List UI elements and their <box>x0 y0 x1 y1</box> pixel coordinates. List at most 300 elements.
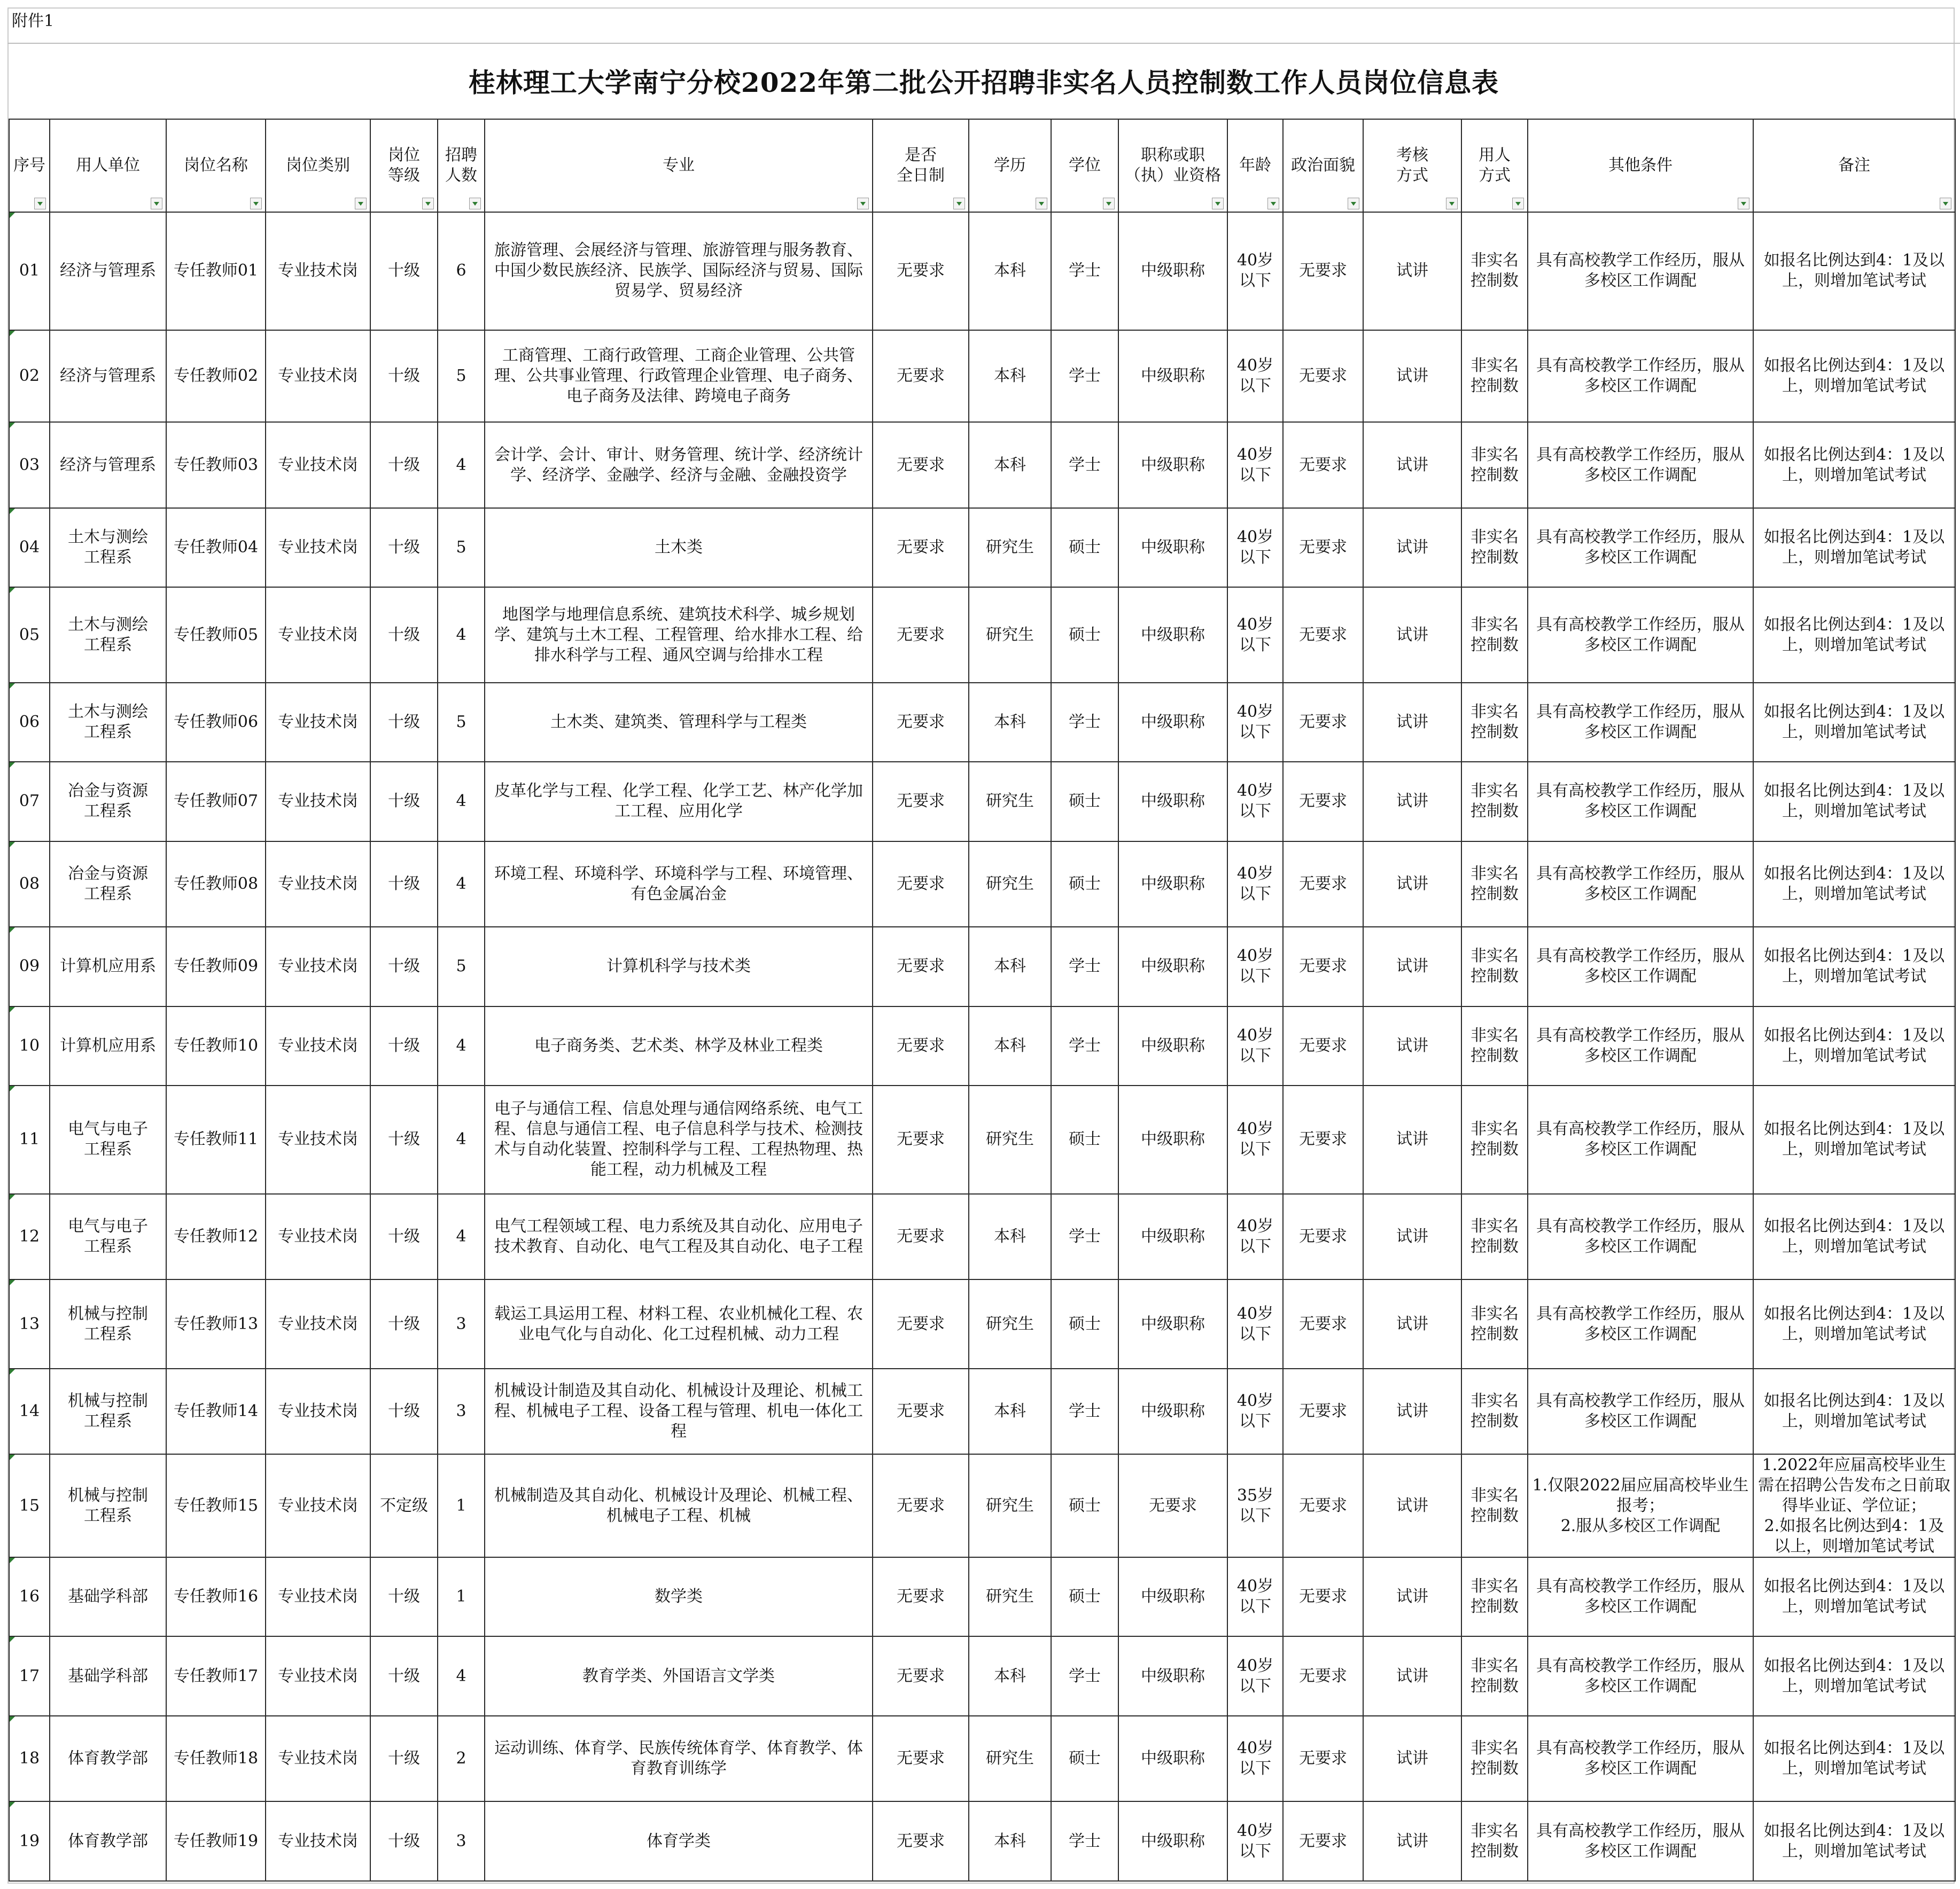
cell-title[interactable]: 中级职称 <box>1118 1636 1227 1715</box>
cell-other[interactable]: 具有高校教学工作经历，服从多校区工作调配 <box>1528 212 1753 330</box>
cell-hire[interactable] <box>1461 330 1528 423</box>
cell-other[interactable]: 具有高校教学工作经历，服从多校区工作调配 <box>1528 1557 1753 1636</box>
cell-title[interactable]: 无要求 <box>1118 1454 1227 1557</box>
cell-age[interactable] <box>1227 1557 1283 1636</box>
cell-type[interactable]: 专业技术岗 <box>266 683 370 762</box>
cell-hire[interactable] <box>1461 1636 1528 1715</box>
cell-fulltime[interactable]: 无要求 <box>873 1279 969 1369</box>
cell-edu[interactable]: 研究生 <box>969 1557 1051 1636</box>
cell-political[interactable]: 无要求 <box>1283 1006 1363 1086</box>
cell-grade[interactable]: 十级 <box>370 1086 438 1194</box>
cell-major[interactable]: 旅游管理、会展经济与管理、旅游管理与服务教育、中国少数民族经济、民族学、国际经济与贸易、国际贸易学、贸易经济 <box>485 212 873 330</box>
cell-political[interactable]: 无要求 <box>1283 330 1363 423</box>
cell-type[interactable]: 专业技术岗 <box>266 841 370 927</box>
cell-num[interactable]: 4 <box>438 1194 485 1280</box>
cell-major[interactable]: 载运工具运用工程、材料工程、农业机械化工程、农业电气化与自动化、化工过程机械、动力工程 <box>485 1279 873 1369</box>
cell-title[interactable]: 中级职称 <box>1118 927 1227 1006</box>
cell-degree[interactable]: 学士 <box>1051 212 1118 330</box>
cell-remark[interactable]: 如报名比例达到4：1及以上，则增加笔试考试 <box>1753 1006 1955 1086</box>
filter-dropdown-icon[interactable] <box>1036 198 1047 209</box>
cell-hire[interactable] <box>1461 587 1528 683</box>
cell-post[interactable]: 专任教师10 <box>166 1006 266 1086</box>
cell-exam[interactable]: 试讲 <box>1363 762 1461 841</box>
cell-political[interactable]: 无要求 <box>1283 1194 1363 1280</box>
cell-grade[interactable]: 十级 <box>370 927 438 1006</box>
cell-post[interactable]: 专任教师04 <box>166 508 266 587</box>
cell-unit[interactable] <box>50 762 166 841</box>
cell-edu[interactable]: 本科 <box>969 212 1051 330</box>
cell-age[interactable] <box>1227 1006 1283 1086</box>
cell-age[interactable] <box>1227 1801 1283 1881</box>
cell-political[interactable]: 无要求 <box>1283 841 1363 927</box>
filter-dropdown-icon[interactable] <box>1940 198 1951 209</box>
cell-degree[interactable]: 硕士 <box>1051 1454 1118 1557</box>
cell-unit[interactable]: 经济与管理系 <box>50 212 166 330</box>
cell-remark[interactable]: 如报名比例达到4：1及以上，则增加笔试考试 <box>1753 841 1955 927</box>
cell-seq[interactable]: 14 <box>9 1369 50 1455</box>
filter-dropdown-icon[interactable] <box>355 198 367 209</box>
filter-dropdown-icon[interactable] <box>1103 198 1115 209</box>
cell-grade[interactable]: 十级 <box>370 762 438 841</box>
cell-seq[interactable]: 06 <box>9 683 50 762</box>
cell-other[interactable]: 具有高校教学工作经历，服从多校区工作调配 <box>1528 1194 1753 1280</box>
cell-remark[interactable]: 如报名比例达到4：1及以上，则增加笔试考试 <box>1753 1801 1955 1881</box>
cell-unit[interactable] <box>50 1194 166 1280</box>
cell-degree[interactable]: 硕士 <box>1051 1716 1118 1802</box>
cell-grade[interactable]: 十级 <box>370 1006 438 1086</box>
cell-exam[interactable]: 试讲 <box>1363 1086 1461 1194</box>
cell-other[interactable]: 具有高校教学工作经历，服从多校区工作调配 <box>1528 508 1753 587</box>
cell-fulltime[interactable]: 无要求 <box>873 587 969 683</box>
cell-grade[interactable]: 十级 <box>370 587 438 683</box>
cell-seq[interactable]: 19 <box>9 1801 50 1881</box>
cell-other[interactable]: 具有高校教学工作经历，服从多校区工作调配 <box>1528 330 1753 423</box>
cell-degree[interactable]: 学士 <box>1051 1636 1118 1715</box>
cell-degree[interactable]: 学士 <box>1051 1369 1118 1455</box>
filter-dropdown-icon[interactable] <box>1446 198 1458 209</box>
cell-remark[interactable]: 如报名比例达到4：1及以上，则增加笔试考试 <box>1753 1194 1955 1280</box>
cell-edu[interactable]: 研究生 <box>969 1086 1051 1194</box>
cell-fulltime[interactable]: 无要求 <box>873 422 969 508</box>
cell-title[interactable]: 中级职称 <box>1118 1194 1227 1280</box>
cell-fulltime[interactable]: 无要求 <box>873 1194 969 1280</box>
cell-seq[interactable]: 04 <box>9 508 50 587</box>
cell-other[interactable]: 具有高校教学工作经历，服从多校区工作调配 <box>1528 762 1753 841</box>
cell-fulltime[interactable]: 无要求 <box>873 683 969 762</box>
cell-post[interactable]: 专任教师15 <box>166 1454 266 1557</box>
cell-post[interactable]: 专任教师11 <box>166 1086 266 1194</box>
cell-major[interactable]: 运动训练、体育学、民族传统体育学、体育教学、体育教育训练学 <box>485 1716 873 1802</box>
cell-hire[interactable] <box>1461 927 1528 1006</box>
cell-seq[interactable]: 02 <box>9 330 50 423</box>
filter-dropdown-icon[interactable] <box>151 198 162 209</box>
cell-major[interactable]: 电子商务类、艺术类、林学及林业工程类 <box>485 1006 873 1086</box>
cell-title[interactable]: 中级职称 <box>1118 587 1227 683</box>
cell-exam[interactable]: 试讲 <box>1363 330 1461 423</box>
cell-post[interactable]: 专任教师05 <box>166 587 266 683</box>
cell-num[interactable]: 2 <box>438 1716 485 1802</box>
cell-edu[interactable]: 本科 <box>969 1194 1051 1280</box>
cell-degree[interactable]: 学士 <box>1051 422 1118 508</box>
cell-seq[interactable]: 01 <box>9 212 50 330</box>
cell-num[interactable]: 3 <box>438 1801 485 1881</box>
cell-grade[interactable]: 十级 <box>370 508 438 587</box>
cell-seq[interactable]: 08 <box>9 841 50 927</box>
cell-type[interactable]: 专业技术岗 <box>266 1086 370 1194</box>
cell-political[interactable]: 无要求 <box>1283 508 1363 587</box>
cell-degree[interactable]: 学士 <box>1051 330 1118 423</box>
cell-seq[interactable]: 05 <box>9 587 50 683</box>
cell-hire[interactable] <box>1461 1801 1528 1881</box>
cell-major[interactable]: 电气工程领域工程、电力系统及其自动化、应用电子技术教育、自动化、电气工程及其自动化、电子工程 <box>485 1194 873 1280</box>
cell-political[interactable]: 无要求 <box>1283 1557 1363 1636</box>
cell-edu[interactable]: 研究生 <box>969 508 1051 587</box>
cell-political[interactable]: 无要求 <box>1283 1279 1363 1369</box>
cell-post[interactable]: 专任教师19 <box>166 1801 266 1881</box>
filter-dropdown-icon[interactable] <box>1738 198 1749 209</box>
cell-type[interactable]: 专业技术岗 <box>266 1557 370 1636</box>
cell-major[interactable]: 数学类 <box>485 1557 873 1636</box>
cell-hire[interactable] <box>1461 1006 1528 1086</box>
cell-grade[interactable]: 十级 <box>370 422 438 508</box>
cell-major[interactable]: 皮革化学与工程、化学工程、化学工艺、林产化学加工工程、应用化学 <box>485 762 873 841</box>
cell-major[interactable]: 机械设计制造及其自动化、机械设计及理论、机械工程、机械电子工程、设备工程与管理、机电一体化工程 <box>485 1369 873 1455</box>
cell-degree[interactable]: 硕士 <box>1051 1086 1118 1194</box>
cell-age[interactable] <box>1227 212 1283 330</box>
cell-edu[interactable]: 研究生 <box>969 1279 1051 1369</box>
cell-other[interactable] <box>1528 1454 1753 1557</box>
cell-age[interactable] <box>1227 1279 1283 1369</box>
filter-dropdown-icon[interactable] <box>422 198 434 209</box>
cell-unit[interactable] <box>50 587 166 683</box>
cell-seq[interactable]: 12 <box>9 1194 50 1280</box>
cell-num[interactable]: 4 <box>438 1006 485 1086</box>
cell-degree[interactable]: 学士 <box>1051 683 1118 762</box>
cell-edu[interactable]: 研究生 <box>969 841 1051 927</box>
cell-other[interactable]: 具有高校教学工作经历，服从多校区工作调配 <box>1528 1086 1753 1194</box>
cell-other[interactable]: 具有高校教学工作经历，服从多校区工作调配 <box>1528 1006 1753 1086</box>
cell-fulltime[interactable]: 无要求 <box>873 1716 969 1802</box>
cell-type[interactable]: 专业技术岗 <box>266 508 370 587</box>
cell-post[interactable]: 专任教师08 <box>166 841 266 927</box>
cell-fulltime[interactable]: 无要求 <box>873 1454 969 1557</box>
cell-type[interactable]: 专业技术岗 <box>266 1454 370 1557</box>
cell-political[interactable]: 无要求 <box>1283 1369 1363 1455</box>
cell-exam[interactable]: 试讲 <box>1363 1279 1461 1369</box>
cell-exam[interactable]: 试讲 <box>1363 927 1461 1006</box>
cell-hire[interactable] <box>1461 1194 1528 1280</box>
cell-edu[interactable]: 本科 <box>969 927 1051 1006</box>
cell-other[interactable]: 具有高校教学工作经历，服从多校区工作调配 <box>1528 422 1753 508</box>
cell-major[interactable]: 会计学、会计、审计、财务管理、统计学、经济统计学、经济学、金融学、经济与金融、金融投资学 <box>485 422 873 508</box>
cell-major[interactable]: 电子与通信工程、信息处理与通信网络系统、电气工程、信息与通信工程、电子信息科学与技术、检测技术与自动化装置、控制科学与工程、工程热物理、热能工程，动力机械及工程 <box>485 1086 873 1194</box>
cell-grade[interactable]: 十级 <box>370 330 438 423</box>
filter-dropdown-icon[interactable] <box>34 198 46 209</box>
cell-other[interactable]: 具有高校教学工作经历，服从多校区工作调配 <box>1528 1369 1753 1455</box>
cell-unit[interactable]: 基础学科部 <box>50 1636 166 1715</box>
cell-other[interactable]: 具有高校教学工作经历，服从多校区工作调配 <box>1528 1279 1753 1369</box>
cell-exam[interactable]: 试讲 <box>1363 1636 1461 1715</box>
cell-grade[interactable]: 十级 <box>370 1194 438 1280</box>
cell-type[interactable]: 专业技术岗 <box>266 927 370 1006</box>
cell-hire[interactable] <box>1461 762 1528 841</box>
cell-other[interactable]: 具有高校教学工作经历，服从多校区工作调配 <box>1528 841 1753 927</box>
cell-fulltime[interactable]: 无要求 <box>873 1369 969 1455</box>
cell-remark[interactable]: 如报名比例达到4：1及以上，则增加笔试考试 <box>1753 1086 1955 1194</box>
cell-type[interactable]: 专业技术岗 <box>266 762 370 841</box>
cell-type[interactable]: 专业技术岗 <box>266 1006 370 1086</box>
cell-degree[interactable]: 硕士 <box>1051 508 1118 587</box>
cell-edu[interactable]: 研究生 <box>969 1716 1051 1802</box>
cell-other[interactable]: 具有高校教学工作经历，服从多校区工作调配 <box>1528 587 1753 683</box>
cell-age[interactable] <box>1227 508 1283 587</box>
cell-degree[interactable]: 学士 <box>1051 927 1118 1006</box>
cell-seq[interactable]: 03 <box>9 422 50 508</box>
cell-title[interactable]: 中级职称 <box>1118 1557 1227 1636</box>
cell-fulltime[interactable]: 无要求 <box>873 1636 969 1715</box>
filter-dropdown-icon[interactable] <box>1512 198 1524 209</box>
cell-unit[interactable]: 体育教学部 <box>50 1801 166 1881</box>
cell-fulltime[interactable]: 无要求 <box>873 841 969 927</box>
cell-remark[interactable]: 如报名比例达到4：1及以上，则增加笔试考试 <box>1753 330 1955 423</box>
cell-type[interactable]: 专业技术岗 <box>266 422 370 508</box>
cell-degree[interactable]: 硕士 <box>1051 1279 1118 1369</box>
cell-political[interactable]: 无要求 <box>1283 1086 1363 1194</box>
cell-exam[interactable]: 试讲 <box>1363 1369 1461 1455</box>
cell-remark[interactable]: 如报名比例达到4：1及以上，则增加笔试考试 <box>1753 927 1955 1006</box>
cell-unit[interactable]: 计算机应用系 <box>50 1006 166 1086</box>
cell-grade[interactable]: 十级 <box>370 1801 438 1881</box>
cell-unit[interactable] <box>50 508 166 587</box>
cell-num[interactable]: 6 <box>438 212 485 330</box>
cell-degree[interactable]: 硕士 <box>1051 762 1118 841</box>
cell-exam[interactable]: 试讲 <box>1363 683 1461 762</box>
cell-age[interactable] <box>1227 841 1283 927</box>
cell-fulltime[interactable]: 无要求 <box>873 927 969 1006</box>
cell-remark[interactable]: 如报名比例达到4：1及以上，则增加笔试考试 <box>1753 683 1955 762</box>
cell-age[interactable] <box>1227 422 1283 508</box>
cell-seq[interactable]: 18 <box>9 1716 50 1802</box>
cell-fulltime[interactable]: 无要求 <box>873 1086 969 1194</box>
cell-num[interactable]: 1 <box>438 1557 485 1636</box>
cell-degree[interactable]: 学士 <box>1051 1801 1118 1881</box>
cell-unit[interactable] <box>50 1086 166 1194</box>
cell-edu[interactable]: 本科 <box>969 330 1051 423</box>
cell-grade[interactable]: 不定级 <box>370 1454 438 1557</box>
cell-grade[interactable]: 十级 <box>370 683 438 762</box>
cell-num[interactable]: 5 <box>438 927 485 1006</box>
cell-political[interactable]: 无要求 <box>1283 1454 1363 1557</box>
cell-remark[interactable]: 如报名比例达到4：1及以上，则增加笔试考试 <box>1753 508 1955 587</box>
cell-num[interactable]: 5 <box>438 330 485 423</box>
cell-title[interactable]: 中级职称 <box>1118 1716 1227 1802</box>
cell-post[interactable]: 专任教师02 <box>166 330 266 423</box>
cell-major[interactable]: 教育学类、外国语言文学类 <box>485 1636 873 1715</box>
filter-dropdown-icon[interactable] <box>250 198 262 209</box>
cell-unit[interactable] <box>50 683 166 762</box>
cell-hire[interactable] <box>1461 1454 1528 1557</box>
cell-unit[interactable] <box>50 1369 166 1455</box>
cell-exam[interactable]: 试讲 <box>1363 1194 1461 1280</box>
cell-fulltime[interactable]: 无要求 <box>873 330 969 423</box>
cell-title[interactable]: 中级职称 <box>1118 330 1227 423</box>
cell-remark[interactable]: 如报名比例达到4：1及以上，则增加笔试考试 <box>1753 587 1955 683</box>
cell-post[interactable]: 专任教师06 <box>166 683 266 762</box>
cell-remark[interactable]: 如报名比例达到4：1及以上，则增加笔试考试 <box>1753 1557 1955 1636</box>
cell-seq[interactable]: 16 <box>9 1557 50 1636</box>
cell-major[interactable]: 计算机科学与技术类 <box>485 927 873 1006</box>
cell-exam[interactable]: 试讲 <box>1363 841 1461 927</box>
cell-hire[interactable] <box>1461 1086 1528 1194</box>
cell-title[interactable]: 中级职称 <box>1118 1006 1227 1086</box>
cell-post[interactable]: 专任教师07 <box>166 762 266 841</box>
cell-other[interactable]: 具有高校教学工作经历，服从多校区工作调配 <box>1528 927 1753 1006</box>
cell-post[interactable]: 专任教师09 <box>166 927 266 1006</box>
cell-seq[interactable]: 15 <box>9 1454 50 1557</box>
cell-political[interactable]: 无要求 <box>1283 587 1363 683</box>
cell-type[interactable]: 专业技术岗 <box>266 1636 370 1715</box>
cell-remark[interactable]: 如报名比例达到4：1及以上，则增加笔试考试 <box>1753 1369 1955 1455</box>
cell-remark[interactable]: 如报名比例达到4：1及以上，则增加笔试考试 <box>1753 422 1955 508</box>
filter-dropdown-icon[interactable] <box>1212 198 1224 209</box>
cell-age[interactable] <box>1227 1716 1283 1802</box>
cell-degree[interactable]: 硕士 <box>1051 841 1118 927</box>
cell-major[interactable]: 机械制造及其自动化、机械设计及理论、机械工程、机械电子工程、机械 <box>485 1454 873 1557</box>
cell-grade[interactable]: 十级 <box>370 841 438 927</box>
cell-post[interactable]: 专任教师01 <box>166 212 266 330</box>
filter-dropdown-icon[interactable] <box>857 198 869 209</box>
cell-post[interactable]: 专任教师18 <box>166 1716 266 1802</box>
cell-edu[interactable]: 本科 <box>969 422 1051 508</box>
cell-grade[interactable]: 十级 <box>370 1557 438 1636</box>
cell-type[interactable]: 专业技术岗 <box>266 587 370 683</box>
cell-exam[interactable]: 试讲 <box>1363 422 1461 508</box>
cell-remark[interactable]: 如报名比例达到4：1及以上，则增加笔试考试 <box>1753 1636 1955 1715</box>
cell-fulltime[interactable]: 无要求 <box>873 508 969 587</box>
cell-political[interactable]: 无要求 <box>1283 762 1363 841</box>
filter-dropdown-icon[interactable] <box>953 198 965 209</box>
cell-major[interactable]: 体育学类 <box>485 1801 873 1881</box>
cell-num[interactable]: 1 <box>438 1454 485 1557</box>
cell-post[interactable]: 专任教师12 <box>166 1194 266 1280</box>
cell-title[interactable]: 中级职称 <box>1118 508 1227 587</box>
filter-dropdown-icon[interactable] <box>1348 198 1359 209</box>
cell-title[interactable]: 中级职称 <box>1118 212 1227 330</box>
cell-fulltime[interactable]: 无要求 <box>873 762 969 841</box>
cell-seq[interactable]: 17 <box>9 1636 50 1715</box>
cell-grade[interactable]: 十级 <box>370 1636 438 1715</box>
cell-political[interactable]: 无要求 <box>1283 927 1363 1006</box>
cell-hire[interactable] <box>1461 841 1528 927</box>
cell-hire[interactable] <box>1461 422 1528 508</box>
cell-age[interactable] <box>1227 927 1283 1006</box>
cell-num[interactable]: 5 <box>438 508 485 587</box>
cell-type[interactable]: 专业技术岗 <box>266 1716 370 1802</box>
cell-edu[interactable]: 研究生 <box>969 1454 1051 1557</box>
cell-degree[interactable]: 学士 <box>1051 1006 1118 1086</box>
cell-num[interactable]: 4 <box>438 587 485 683</box>
cell-edu[interactable]: 研究生 <box>969 587 1051 683</box>
cell-title[interactable]: 中级职称 <box>1118 762 1227 841</box>
cell-age[interactable] <box>1227 1086 1283 1194</box>
cell-exam[interactable]: 试讲 <box>1363 587 1461 683</box>
cell-remark[interactable]: 如报名比例达到4：1及以上，则增加笔试考试 <box>1753 1716 1955 1802</box>
cell-title[interactable]: 中级职称 <box>1118 1801 1227 1881</box>
cell-age[interactable] <box>1227 1454 1283 1557</box>
cell-grade[interactable]: 十级 <box>370 1279 438 1369</box>
cell-political[interactable]: 无要求 <box>1283 1636 1363 1715</box>
cell-age[interactable] <box>1227 762 1283 841</box>
filter-dropdown-icon[interactable] <box>1267 198 1279 209</box>
cell-degree[interactable]: 硕士 <box>1051 1557 1118 1636</box>
cell-seq[interactable]: 13 <box>9 1279 50 1369</box>
cell-fulltime[interactable]: 无要求 <box>873 1801 969 1881</box>
cell-edu[interactable]: 本科 <box>969 683 1051 762</box>
cell-title[interactable]: 中级职称 <box>1118 841 1227 927</box>
cell-political[interactable]: 无要求 <box>1283 1716 1363 1802</box>
cell-major[interactable]: 工商管理、工商行政管理、工商企业管理、公共管理、公共事业管理、行政管理企业管理、电子商务、电子商务及法律、跨境电子商务 <box>485 330 873 423</box>
cell-exam[interactable]: 试讲 <box>1363 508 1461 587</box>
cell-post[interactable]: 专任教师14 <box>166 1369 266 1455</box>
cell-title[interactable]: 中级职称 <box>1118 1086 1227 1194</box>
cell-remark[interactable] <box>1753 1454 1955 1557</box>
cell-age[interactable] <box>1227 683 1283 762</box>
cell-num[interactable]: 5 <box>438 683 485 762</box>
cell-other[interactable]: 具有高校教学工作经历，服从多校区工作调配 <box>1528 683 1753 762</box>
cell-type[interactable]: 专业技术岗 <box>266 330 370 423</box>
cell-exam[interactable]: 试讲 <box>1363 1801 1461 1881</box>
cell-degree[interactable]: 硕士 <box>1051 587 1118 683</box>
cell-age[interactable] <box>1227 587 1283 683</box>
cell-grade[interactable]: 十级 <box>370 1369 438 1455</box>
cell-edu[interactable]: 本科 <box>969 1006 1051 1086</box>
cell-age[interactable] <box>1227 1636 1283 1715</box>
cell-hire[interactable] <box>1461 683 1528 762</box>
cell-post[interactable]: 专任教师16 <box>166 1557 266 1636</box>
cell-num[interactable]: 4 <box>438 762 485 841</box>
cell-age[interactable] <box>1227 1369 1283 1455</box>
cell-title[interactable]: 中级职称 <box>1118 422 1227 508</box>
cell-unit[interactable]: 计算机应用系 <box>50 927 166 1006</box>
cell-title[interactable]: 中级职称 <box>1118 1279 1227 1369</box>
cell-other[interactable]: 具有高校教学工作经历，服从多校区工作调配 <box>1528 1716 1753 1802</box>
cell-exam[interactable]: 试讲 <box>1363 1716 1461 1802</box>
cell-fulltime[interactable]: 无要求 <box>873 1557 969 1636</box>
cell-num[interactable]: 4 <box>438 1086 485 1194</box>
cell-title[interactable]: 中级职称 <box>1118 683 1227 762</box>
cell-exam[interactable]: 试讲 <box>1363 212 1461 330</box>
cell-edu[interactable]: 研究生 <box>969 762 1051 841</box>
cell-unit[interactable] <box>50 1279 166 1369</box>
cell-unit[interactable] <box>50 841 166 927</box>
cell-grade[interactable]: 十级 <box>370 1716 438 1802</box>
cell-unit[interactable]: 经济与管理系 <box>50 330 166 423</box>
cell-political[interactable]: 无要求 <box>1283 683 1363 762</box>
cell-unit[interactable]: 基础学科部 <box>50 1557 166 1636</box>
cell-post[interactable]: 专任教师13 <box>166 1279 266 1369</box>
filter-dropdown-icon[interactable] <box>469 198 481 209</box>
cell-unit[interactable]: 体育教学部 <box>50 1716 166 1802</box>
cell-exam[interactable]: 试讲 <box>1363 1006 1461 1086</box>
cell-seq[interactable]: 07 <box>9 762 50 841</box>
cell-exam[interactable]: 试讲 <box>1363 1557 1461 1636</box>
cell-hire[interactable] <box>1461 1279 1528 1369</box>
cell-major[interactable]: 环境工程、环境科学、环境科学与工程、环境管理、有色金属冶金 <box>485 841 873 927</box>
cell-degree[interactable]: 学士 <box>1051 1194 1118 1280</box>
cell-edu[interactable]: 本科 <box>969 1801 1051 1881</box>
cell-type[interactable]: 专业技术岗 <box>266 1801 370 1881</box>
cell-unit[interactable]: 经济与管理系 <box>50 422 166 508</box>
